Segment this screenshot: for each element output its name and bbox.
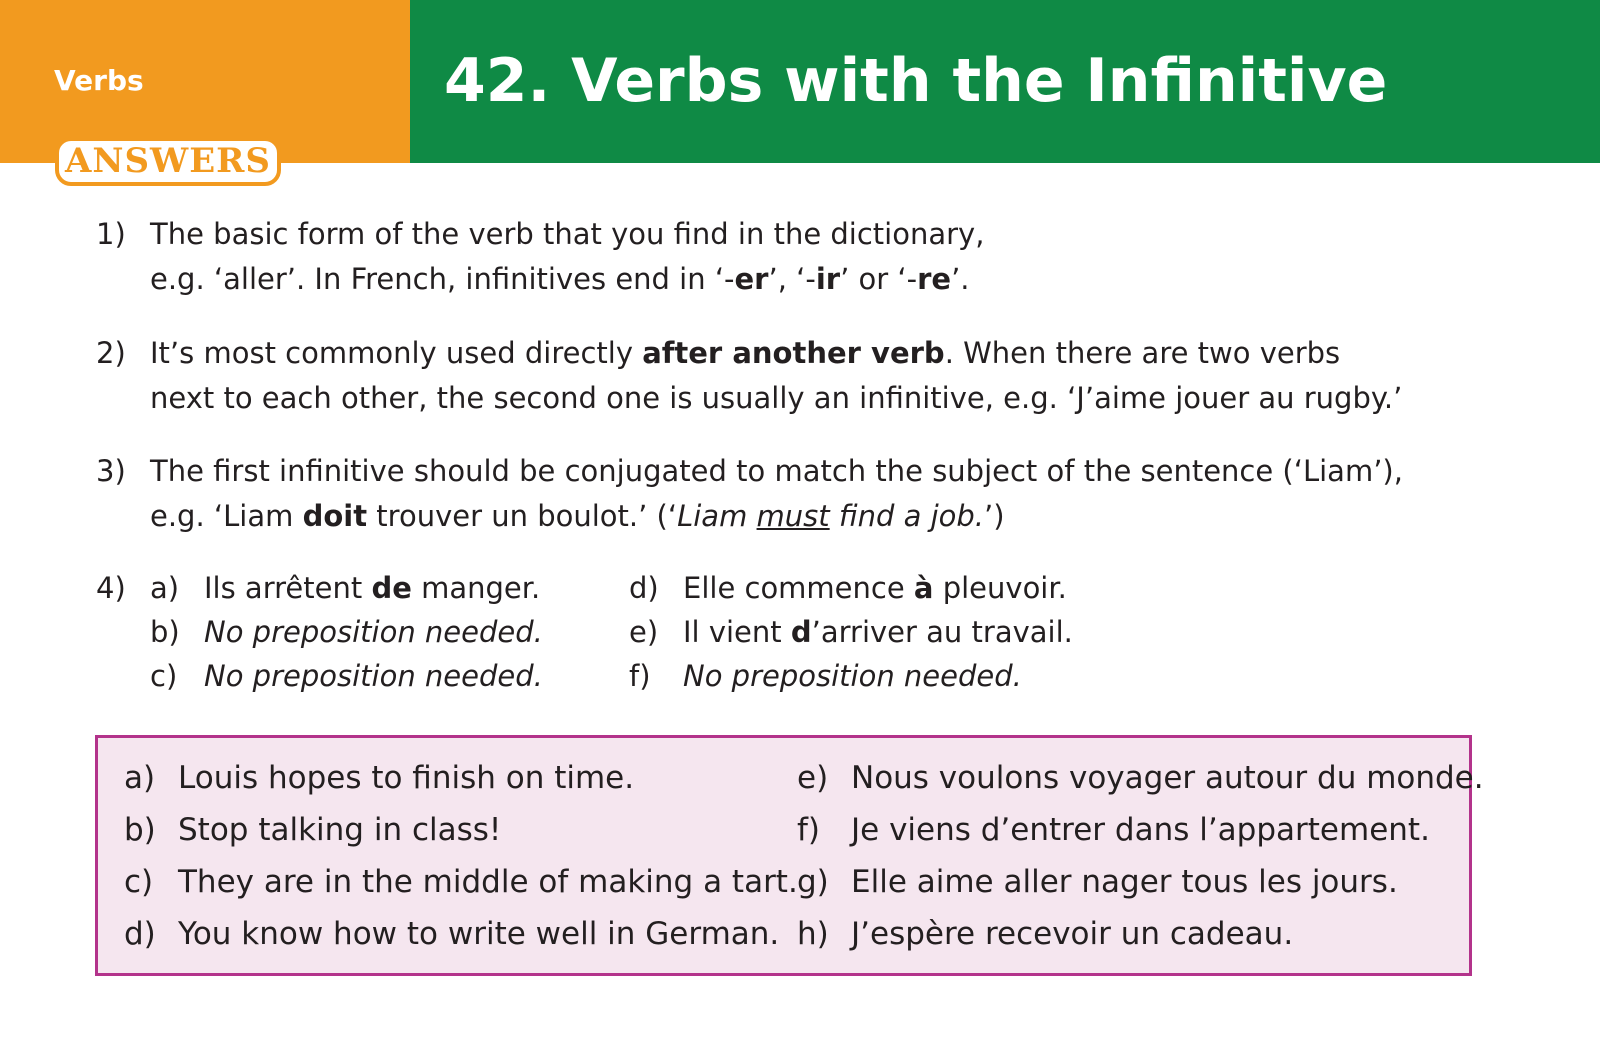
- suffix-re: re: [917, 262, 952, 296]
- translation-c: c) They are in the middle of making a tart.: [124, 864, 798, 900]
- answer-4b: b) No preposition needed.: [150, 615, 543, 649]
- page-title: 42. Verbs with the Infinitive: [444, 46, 1388, 116]
- translation-a: a) Louis hopes to finish on time.: [124, 760, 635, 796]
- underline-must: must: [756, 499, 830, 533]
- answer-1-line-2: e.g. ‘aller’. In French, infinitives end in ‘-er’, ‘-ir’ or ‘-re’.: [150, 262, 970, 296]
- answer-1-line-1: The basic form of the verb that you find in the dictionary,: [150, 217, 985, 251]
- translation-d: d) You know how to write well in German.: [124, 916, 780, 952]
- answer-3-line-2: e.g. ‘Liam doit trouver un boulot.’ (‘Liam must find a job.’): [150, 499, 1005, 533]
- answer-4a: a) Ils arrêtent de manger.: [150, 571, 541, 605]
- translation-e: e) Nous voulons voyager autour du monde.: [797, 760, 1484, 796]
- answer-4e: e) Il vient d’arriver au travail.: [629, 615, 1073, 649]
- translation-f: f) Je viens d’entrer dans l’appartement.: [797, 812, 1430, 848]
- emphasis-after-another-verb: after another verb: [642, 336, 945, 370]
- suffix-er: er: [734, 262, 769, 296]
- translation-b: b) Stop talking in class!: [124, 812, 502, 848]
- section-label: Verbs: [54, 64, 144, 97]
- answer-2-line-2: next to each other, the second one is usually an infinitive, e.g. ‘J’aime jouer au rugby.’: [150, 381, 1403, 415]
- answer-4c: c) No preposition needed.: [150, 659, 543, 693]
- answer-3-line-1: The first infinitive should be conjugated to match the subject of the sentence (‘Liam’),: [150, 454, 1403, 488]
- answer-4f: f) No preposition needed.: [629, 659, 1022, 693]
- answer-2-line-1: It’s most commonly used directly after another verb. When there are two verbs: [150, 336, 1341, 370]
- answer-4d: d) Elle commence à pleuvoir.: [629, 571, 1067, 605]
- suffix-ir: ir: [815, 262, 841, 296]
- translation-g: g) Elle aime aller nager tous les jours.: [797, 864, 1398, 900]
- translation-italic: Liam must find a job.: [677, 499, 985, 533]
- emphasis-doit: doit: [302, 499, 368, 533]
- answer-1-number: 1): [96, 217, 126, 251]
- answer-3-number: 3): [96, 454, 126, 488]
- answers-badge: ANSWERS: [55, 137, 281, 186]
- answer-2-number: 2): [96, 336, 126, 370]
- answer-4-number: 4): [96, 571, 126, 605]
- translation-h: h) J’espère recevoir un cadeau.: [797, 916, 1294, 952]
